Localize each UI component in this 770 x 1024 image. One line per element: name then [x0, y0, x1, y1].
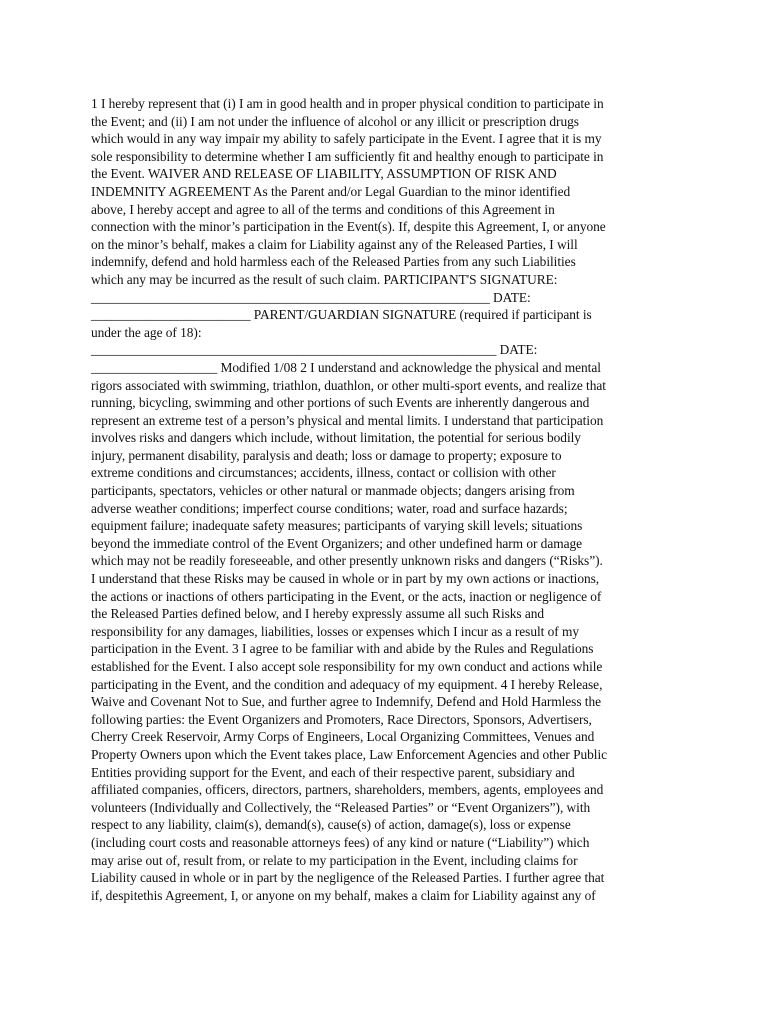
- text-line: the Event; and (ii) I am not under the influence of alcohol or any illicit or prescription drugs: [91, 113, 579, 129]
- text-line: ___________________ Modified 1/08 2 I understand and acknowledge the physical and mental: [91, 359, 601, 375]
- text-line: participation in the Event. 3 I agree to be familiar with and abide by the Rules and Regulations: [91, 641, 594, 657]
- text-line: the Released Parties defined below, and I hereby expressly assume all such Risks and: [91, 606, 545, 622]
- text-line: (including court costs and reasonable attorneys fees) of any kind or nature (“Liability”) which: [91, 834, 590, 850]
- text-line: 1 I hereby represent that (i) I am in good health and in proper physical condition to participate in: [91, 96, 604, 111]
- text-line: Waive and Covenant Not to Sue, and further agree to Indemnify, Defend and Hold Harmless the: [91, 694, 602, 710]
- text-line: which any may be incurred as the result of such claim. PARTICIPANT'S SIGNATURE:: [91, 271, 558, 287]
- text-line: following parties: the Event Organizers and Promoters, Race Directors, Sponsors, Advertisers,: [91, 711, 592, 727]
- text-line: above, I hereby accept and agree to all of the terms and conditions of this Agreement in: [91, 201, 555, 217]
- text-line: participants, spectators, vehicles or other natural or manmade objects; dangers arising from: [91, 483, 575, 499]
- text-line: connection with the minor’s participation in the Event(s). If, despite this Agreement, I, or anyone: [91, 219, 606, 235]
- text-line: the Event. WAIVER AND RELEASE OF LIABILITY, ASSUMPTION OF RISK AND: [91, 166, 557, 182]
- text-line: extreme conditions and circumstances; accidents, illness, contact or collision with other: [91, 465, 556, 481]
- text-line: affiliated companies, officers, directors, partners, shareholders, members, agents, employees and: [91, 782, 604, 798]
- text-line: INDEMNITY AGREEMENT As the Parent and/or Legal Guardian to the minor identified: [91, 183, 571, 199]
- text-line: ________________________ PARENT/GUARDIAN SIGNATURE (required if participant is: [91, 307, 592, 323]
- text-line: equipment failure; inadequate safety measures; participants of varying skill levels; situations: [91, 518, 583, 534]
- text-line: established for the Event. I also accept sole responsibility for my own conduct and actions while: [91, 659, 603, 674]
- text-line: running, bicycling, swimming and other portions of such Events are inherently dangerous and: [91, 395, 590, 411]
- text-line: which may not be readily foreseeable, and other presently unknown risks and dangers (“Risks”).: [91, 553, 603, 569]
- text-line: respect to any liability, claim(s), demand(s), cause(s) of action, damage(s), loss or expense: [91, 817, 571, 833]
- text-line: may arise out of, result from, or relate to my participation in the Event, including claims for: [91, 852, 578, 868]
- text-line: responsibility for any damages, liabilities, losses or expenses which I incur as a result of my: [91, 623, 579, 639]
- text-line: ____________________________________________________________ DATE:: [91, 289, 531, 305]
- text-line: Property Owners upon which the Event takes place, Law Enforcement Agencies and other Public: [91, 746, 608, 762]
- text-line: Cherry Creek Reservoir, Army Corps of Engineers, Local Organizing Committees, Venues and: [91, 729, 595, 745]
- text-line: the actions or inactions of others participating in the Event, or the acts, inaction or negligence of: [91, 588, 602, 604]
- text-line: volunteers (Individually and Collectively, the “Released Parties” or “Event Organizers”), with: [91, 799, 591, 815]
- text-line: Entities providing support for the Event, and each of their respective parent, subsidiary and: [91, 764, 575, 780]
- text-line: adverse weather conditions; imperfect course conditions; water, road and surface hazards;: [91, 500, 568, 516]
- text-line: which would in any way impair my ability to safely participate in the Event. I agree that it is my: [91, 131, 602, 147]
- text-line: injury, permanent disability, paralysis and death; loss or damage to property; exposure to: [91, 447, 562, 463]
- text-line: rigors associated with swimming, triathlon, duathlon, or other multi-sport events, and realize that: [91, 377, 606, 393]
- text-line: on the minor’s behalf, makes a claim for Liability against any of the Released Parties, I will: [91, 236, 578, 252]
- text-line: under the age of 18):: [91, 324, 202, 340]
- waiver-text-body: [91, 95, 691, 904]
- text-line: if, despitethis Agreement, I, or anyone on my behalf, makes a claim for Liability against any of: [91, 887, 596, 903]
- text-line: represent an extreme test of a person’s physical and mental limits. I understand that participation: [91, 412, 604, 428]
- text-line: beyond the immediate control of the Event Organizers; and other undefined harm or damage: [91, 535, 583, 551]
- text-line: indemnify, defend and hold harmless each of the Released Parties from any such Liabilities: [91, 254, 576, 270]
- text-line: sole responsibility to determine whether I am sufficiently fit and healthy enough to participate in: [91, 148, 604, 164]
- text-line: Liability caused in whole or in part by the negligence of the Released Parties. I further agree that: [91, 870, 605, 886]
- text-line: participating in the Event, and the condition and adequacy of my equipment. 4 I hereby Release,: [91, 676, 603, 692]
- text-line: I understand that these Risks may be caused in whole or in part by my own actions or inactions,: [91, 571, 600, 587]
- text-line: _____________________________________________________________ DATE:: [91, 342, 538, 358]
- text-line: involves risks and dangers which include, without limitation, the potential for serious bodily: [91, 430, 581, 446]
